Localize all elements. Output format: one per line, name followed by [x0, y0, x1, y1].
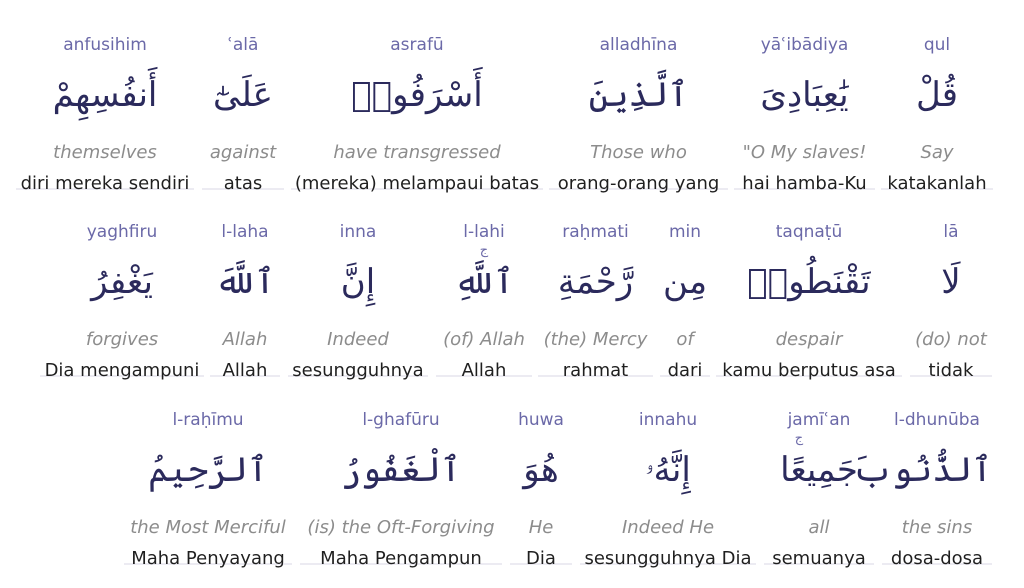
- word-card[interactable]: [300, 389, 502, 569]
- transliteration: asrafū: [390, 35, 444, 55]
- arabic-word: عَلَىٰٓ: [213, 75, 273, 115]
- word-card[interactable]: [202, 14, 284, 194]
- indonesian-translation: Dia mengampuni: [44, 360, 200, 381]
- word-card[interactable]: [510, 389, 572, 569]
- english-translation: (of) Allah: [443, 329, 525, 350]
- arabic-word: يَغْفِرُ: [91, 262, 153, 302]
- english-translation: Indeed He: [621, 517, 715, 538]
- transliteration: l-ghafūru: [362, 410, 440, 430]
- arabic-word: لَا: [941, 262, 961, 302]
- word-card[interactable]: [436, 201, 532, 381]
- english-translation: of: [676, 329, 694, 350]
- word-card[interactable]: [734, 14, 875, 194]
- indonesian-translation: Allah: [222, 360, 268, 381]
- indonesian-translation: tidak: [928, 360, 974, 381]
- english-translation: (do) not: [915, 329, 987, 350]
- arabic-word: أَسْرَفُوا۟: [351, 75, 483, 115]
- english-translation: Those who: [590, 142, 687, 163]
- arabic-word: مِن: [662, 262, 708, 302]
- english-translation: He: [528, 517, 554, 538]
- transliteration: l-dhunūba: [894, 410, 980, 430]
- word-card[interactable]: [764, 389, 874, 569]
- word-card[interactable]: [124, 389, 292, 569]
- transliteration: yaghfiru: [86, 222, 158, 242]
- english-translation: forgives: [85, 329, 159, 350]
- english-translation: Say: [920, 142, 954, 163]
- arabic-word: رَّحْمَةِ: [557, 262, 634, 302]
- transliteration: jamīʿan: [787, 410, 851, 430]
- english-translation: the Most Merciful: [130, 517, 286, 538]
- indonesian-translation: atas: [223, 173, 263, 194]
- transliteration: ʿalā: [227, 35, 259, 55]
- english-translation: have transgressed: [333, 142, 501, 163]
- english-translation: (the) Mercy: [543, 329, 648, 350]
- verse-row: [0, 201, 1024, 391]
- indonesian-translation: diri mereka sendiri: [20, 173, 190, 194]
- transliteration: innahu: [638, 410, 698, 430]
- arabic-word: يَٰعِبَادِىَ: [760, 75, 849, 115]
- transliteration: min: [668, 222, 702, 242]
- transliteration: l-lahi: [463, 222, 505, 242]
- indonesian-translation: (mereka) melampaui batas: [294, 173, 540, 194]
- indonesian-translation: semuanya: [772, 548, 866, 569]
- english-translation: themselves: [53, 142, 157, 163]
- indonesian-translation: Maha Pengampun: [320, 548, 482, 569]
- arabic-word: ٱللَّهِ: [454, 262, 514, 302]
- arabic-word: أَنفُسِهِمْ: [52, 75, 158, 115]
- english-translation: the sins: [901, 517, 973, 538]
- word-card[interactable]: [549, 14, 728, 194]
- arabic-word: جَمِيعًا: [780, 450, 858, 490]
- indonesian-translation: kamu berputus asa: [722, 360, 896, 381]
- english-translation: Indeed: [327, 329, 389, 350]
- word-card[interactable]: [210, 201, 280, 381]
- word-card[interactable]: [288, 201, 428, 381]
- arabic-word: قُلْ: [915, 75, 958, 115]
- word-card[interactable]: [16, 14, 194, 194]
- arabic-word: ٱللَّهَ: [215, 262, 275, 302]
- indonesian-translation: Maha Penyayang: [131, 548, 285, 569]
- transliteration: raḥmati: [562, 222, 629, 242]
- word-card[interactable]: [580, 389, 756, 569]
- arabic-word: ٱلرَّحِيمُ: [148, 450, 268, 490]
- arabic-word: ٱلْغَفُورُ: [341, 450, 461, 490]
- verse-row: [0, 14, 1024, 204]
- indonesian-translation: katakanlah: [887, 173, 987, 194]
- english-translation: "O My slaves!: [742, 142, 867, 163]
- arabic-word: إِنَّهُۥ: [645, 450, 691, 490]
- indonesian-translation: rahmat: [562, 360, 629, 381]
- transliteration: huwa: [518, 410, 564, 430]
- word-card[interactable]: [660, 201, 710, 381]
- word-card[interactable]: [40, 201, 204, 381]
- word-card[interactable]: [538, 201, 653, 381]
- transliteration: l-laha: [221, 222, 269, 242]
- transliteration: taqnaṭū: [775, 222, 843, 242]
- pause-mark: ج: [479, 243, 489, 258]
- arabic-word: ٱلَّذِينَ: [588, 75, 689, 115]
- indonesian-translation: sesungguhnya Dia: [584, 548, 752, 569]
- pause-mark: ج: [794, 431, 804, 446]
- transliteration: qul: [923, 35, 951, 55]
- word-card[interactable]: [716, 201, 902, 381]
- word-card[interactable]: [881, 14, 993, 194]
- arabic-word: ٱلذُّنُوبَ: [852, 450, 992, 490]
- indonesian-translation: dosa-dosa: [890, 548, 984, 569]
- english-translation: (is) the Oft-Forgiving: [307, 517, 495, 538]
- transliteration: inna: [339, 222, 377, 242]
- indonesian-translation: hai hamba-Ku: [742, 173, 867, 194]
- word-card[interactable]: [852, 389, 992, 569]
- transliteration: lā: [943, 222, 959, 242]
- verse-row: [0, 389, 1024, 579]
- transliteration: alladhīna: [599, 35, 678, 55]
- transliteration: anfusihim: [63, 35, 147, 55]
- indonesian-translation: Allah: [461, 360, 507, 381]
- indonesian-translation: Dia: [526, 548, 556, 569]
- arabic-word: تَقْنَطُوا۟: [747, 262, 871, 302]
- word-card[interactable]: [291, 14, 543, 194]
- transliteration: yāʿibādiya: [760, 35, 849, 55]
- arabic-word: إِنَّ: [340, 262, 376, 302]
- english-translation: Allah: [222, 329, 268, 350]
- transliteration: l-raḥīmu: [172, 410, 244, 430]
- indonesian-translation: orang-orang yang: [557, 173, 720, 194]
- english-translation: all: [808, 517, 830, 538]
- indonesian-translation: sesungguhnya: [292, 360, 424, 381]
- english-translation: despair: [775, 329, 843, 350]
- indonesian-translation: dari: [667, 360, 703, 381]
- english-translation: against: [209, 142, 277, 163]
- arabic-word: هُوَ: [523, 450, 559, 490]
- word-card[interactable]: [910, 201, 992, 381]
